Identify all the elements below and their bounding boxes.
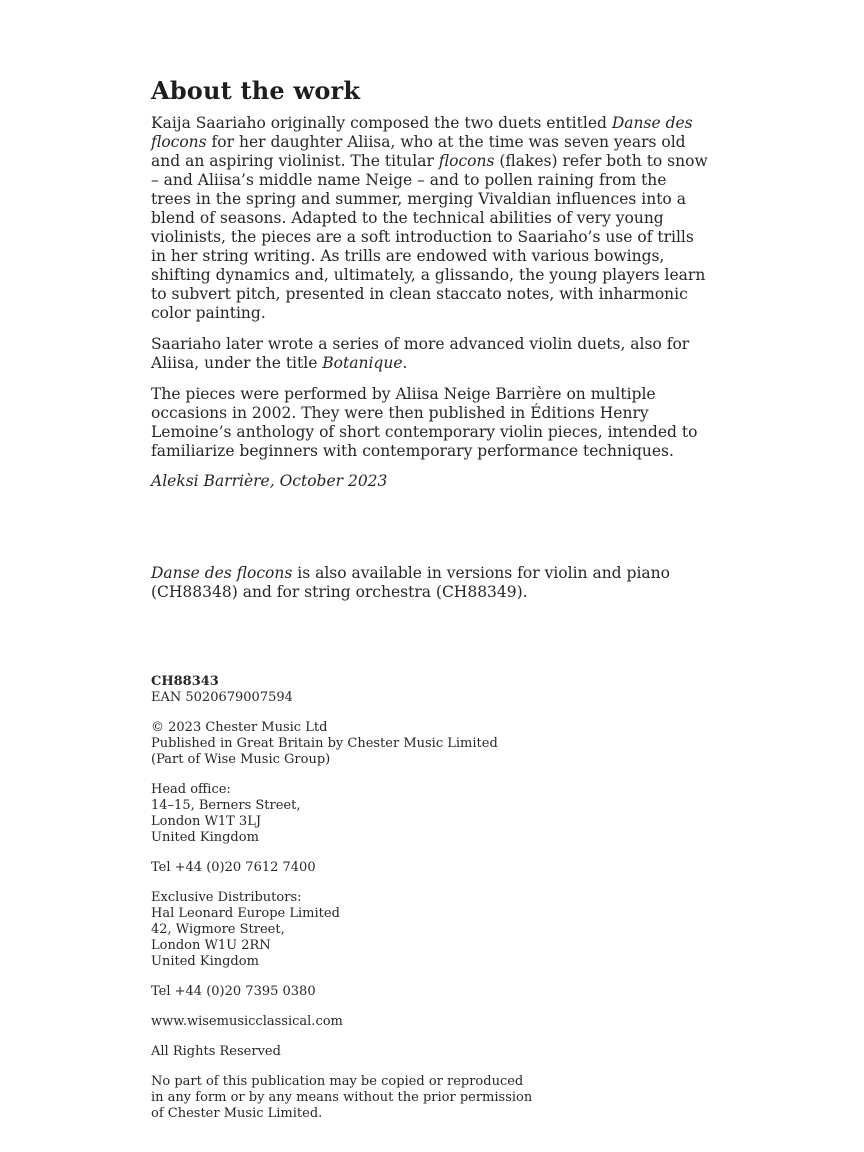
distributor-line: London W1U 2RN <box>151 938 271 953</box>
head-office-line: London W1T 3LJ <box>151 814 262 829</box>
permission-notice <box>151 1074 551 1122</box>
distributors-phone: Tel +44 (0)20 7395 0380 <box>151 984 316 999</box>
paragraph-about-1 <box>151 114 711 323</box>
permission-line: of Chester Music Limited. <box>151 1106 323 1121</box>
paragraph-about-2 <box>151 335 711 373</box>
work-title-italic: Botanique <box>322 354 403 372</box>
website-url: www.wisemusicclassical.com <box>151 1014 343 1029</box>
catalog-number: CH88343 <box>151 674 219 689</box>
work-title-italic: Danse des flocons <box>151 114 693 151</box>
paragraph-text: for her daughter Aliisa, who at the time was seven years old and an aspiring violinist. The titular <box>151 133 686 170</box>
paragraph-text: Kaija Saariaho originally composed the two duets entitled <box>151 114 612 132</box>
copyright-line: © 2023 Chester Music Ltd <box>151 720 328 735</box>
catalog-block <box>151 674 551 706</box>
copyright-line: Published in Great Britain by Chester Music Limited <box>151 736 498 751</box>
permission-line: No part of this publication may be copied or reproduced <box>151 1074 524 1089</box>
distributor-line: United Kingdom <box>151 954 259 969</box>
paragraph-text: Saariaho later wrote a series of more advanced violin duets, also for Aliisa, under the title <box>151 335 690 372</box>
head-office-line: Head office: <box>151 782 231 797</box>
permission-line: in any form or by any means without the prior permission <box>151 1090 533 1105</box>
work-title-italic: Danse des flocons <box>151 564 293 582</box>
copyright-line: (Part of Wise Music Group) <box>151 752 331 767</box>
head-office-block <box>151 782 551 846</box>
head-office-line: 14–15, Berners Street, <box>151 798 301 813</box>
paragraph-text: . <box>402 354 408 372</box>
page-title: About the work <box>151 76 361 105</box>
distributor-line: Exclusive Distributors: <box>151 890 302 905</box>
distributors-block <box>151 890 551 970</box>
foreign-word-italic: flocons <box>438 152 495 170</box>
imprint-section <box>151 674 551 1122</box>
distributor-line: Hal Leonard Europe Limited <box>151 906 340 921</box>
ean-number: EAN 5020679007594 <box>151 690 293 705</box>
distributor-line: 42, Wigmore Street, <box>151 922 285 937</box>
paragraph-text: (flakes) refer both to snow – and Aliisa’s middle name Neige – and to pollen raining from the trees in the spring and summer, merging Vivaldian influences into a blend of seasons. Adapted to the technical abilities of very young violinists, the pieces are a soft introduction to Saariaho’s use of trills in her string writing. As trills are endowed with various bowings, shifting dynamics and, ultimately, a glissando, the young players learn to subvert pitch, presented in clean staccato notes, with inharmonic color painting. <box>151 152 708 322</box>
author-byline: Aleksi Barrière, October 2023 <box>151 472 388 490</box>
head-office-line: United Kingdom <box>151 830 259 845</box>
paragraph-about-3: The pieces were performed by Aliisa Neige Barrière on multiple occasions in 2002. They were then published in Éditions Henry Lemoine’s anthology of short contemporary violin pieces, intended to familiarize beginners with contemporary performance techniques. <box>151 385 698 460</box>
page-content <box>151 78 711 1122</box>
copyright-block <box>151 720 551 768</box>
paragraph-text: is also available in versions for violin and piano (CH88348) and for string orchestra (CH88349). <box>151 564 670 601</box>
availability-note <box>151 564 711 602</box>
head-office-phone: Tel +44 (0)20 7612 7400 <box>151 860 316 875</box>
rights-statement: All Rights Reserved <box>151 1044 281 1059</box>
